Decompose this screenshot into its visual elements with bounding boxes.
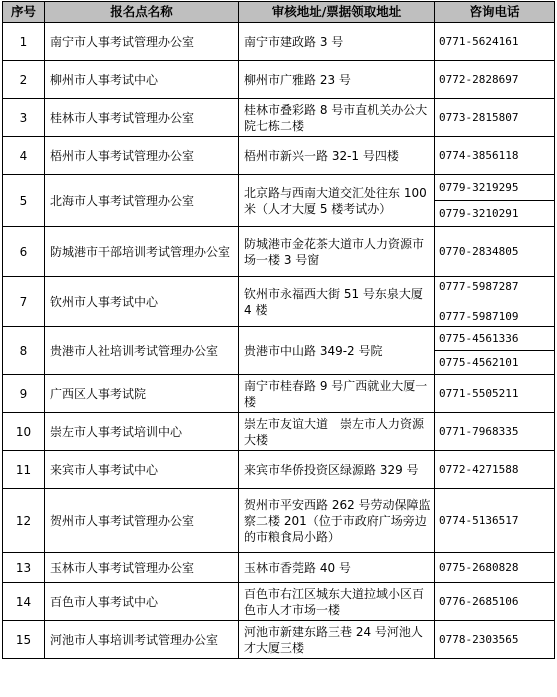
site-phone: 0771-5505211 [435,375,555,413]
row-no: 8 [3,327,45,375]
site-phone: 0774-5136517 [435,489,555,553]
table-row [3,227,555,277]
site-name: 贺州市人事考试管理办公室 [45,489,239,553]
row-no: 7 [3,277,45,327]
table-row [3,61,555,99]
row-no: 9 [3,375,45,413]
site-name: 北海市人事考试管理办公室 [45,175,239,227]
site-name: 贵港市人社培训考试管理办公室 [45,327,239,375]
table-row [3,99,555,137]
site-address: 河池市新建东路三巷 24 号河池人才大厦三楼 [239,621,435,659]
site-address: 柳州市广雅路 23 号 [239,61,435,99]
site-phone: 0772-2828697 [435,61,555,99]
table-row [3,327,555,351]
site-phone: 0778-2303565 [435,621,555,659]
site-address: 防城港市金花茶大道市人力资源市场一楼 3 号窗 [239,227,435,277]
site-phone: 0775-4562101 [435,351,555,375]
row-no: 5 [3,175,45,227]
table-row [3,23,555,61]
site-address: 来宾市华侨投资区绿源路 329 号 [239,451,435,489]
table-row [3,583,555,621]
exam-sites-table [2,1,555,659]
site-name: 桂林市人事考试管理办公室 [45,99,239,137]
site-address: 北京路与西南大道交汇处往东 100 米（人才大厦 5 楼考试办） [239,175,435,227]
row-no: 1 [3,23,45,61]
row-no: 4 [3,137,45,175]
table-row [3,413,555,451]
site-phone: 0779-3219295 [435,175,555,201]
site-phone: 0777-5987109 [439,309,519,323]
site-name: 柳州市人事考试中心 [45,61,239,99]
site-address: 南宁市桂春路 9 号广西就业大厦一楼 [239,375,435,413]
header-address: 审核地址/票据领取地址 [239,2,435,23]
site-name: 玉林市人事考试管理办公室 [45,553,239,583]
site-name: 百色市人事考试中心 [45,583,239,621]
row-no: 10 [3,413,45,451]
site-phone: 0773-2815807 [435,99,555,137]
row-no: 6 [3,227,45,277]
table-row [3,137,555,175]
site-name: 钦州市人事考试中心 [45,277,239,327]
table-row [3,621,555,659]
row-no: 2 [3,61,45,99]
table-row [3,553,555,583]
site-address: 玉林市香莞路 40 号 [239,553,435,583]
site-phone: 0775-2680828 [435,553,555,583]
row-no: 13 [3,553,45,583]
site-phone: 0774-3856118 [435,137,555,175]
row-no: 11 [3,451,45,489]
row-no: 15 [3,621,45,659]
site-address: 梧州市新兴一路 32-1 号四楼 [239,137,435,175]
site-name: 来宾市人事考试中心 [45,451,239,489]
header-name: 报名点名称 [45,2,239,23]
site-address: 贺州市平安西路 262 号劳动保障监察二楼 201（位于市政府广场旁边的市粮食局小路） [239,489,435,553]
site-phone: 0770-2834805 [435,227,555,277]
site-address: 钦州市永福西大街 51 号东泉大厦 4 楼 [239,277,435,327]
site-phone: 0776-2685106 [435,583,555,621]
header-phone: 咨询电话 [435,2,555,23]
site-address: 桂林市叠彩路 8 号市直机关办公大院七栋二楼 [239,99,435,137]
row-no: 12 [3,489,45,553]
site-name: 梧州市人事考试管理办公室 [45,137,239,175]
site-name: 广西区人事考试院 [45,375,239,413]
site-address: 百色市右江区城东大道拉域小区百色市人才市场一楼 [239,583,435,621]
site-address: 南宁市建政路 3 号 [239,23,435,61]
site-phone: 0775-4561336 [435,327,555,351]
row-no: 3 [3,99,45,137]
site-name: 防城港市干部培训考试管理办公室 [45,227,239,277]
site-phone: 0772-4271588 [435,451,555,489]
site-phones [435,277,555,327]
header-no: 序号 [3,2,45,23]
site-address: 贵港市中山路 349-2 号院 [239,327,435,375]
site-phone: 0779-3210291 [435,201,555,227]
table-row [3,489,555,553]
table-row [3,175,555,201]
row-no: 14 [3,583,45,621]
site-phone: 0771-5624161 [435,23,555,61]
header-row [3,2,555,23]
site-address: 崇左市友谊大道 崇左市人力资源大楼 [239,413,435,451]
site-name: 崇左市人事考试培训中心 [45,413,239,451]
site-name: 河池市人事培训考试管理办公室 [45,621,239,659]
table-row [3,451,555,489]
table-row [3,375,555,413]
site-phone: 0777-5987287 [439,279,519,293]
table-row [3,277,555,327]
site-phone: 0771-7968335 [435,413,555,451]
site-name: 南宁市人事考试管理办公室 [45,23,239,61]
